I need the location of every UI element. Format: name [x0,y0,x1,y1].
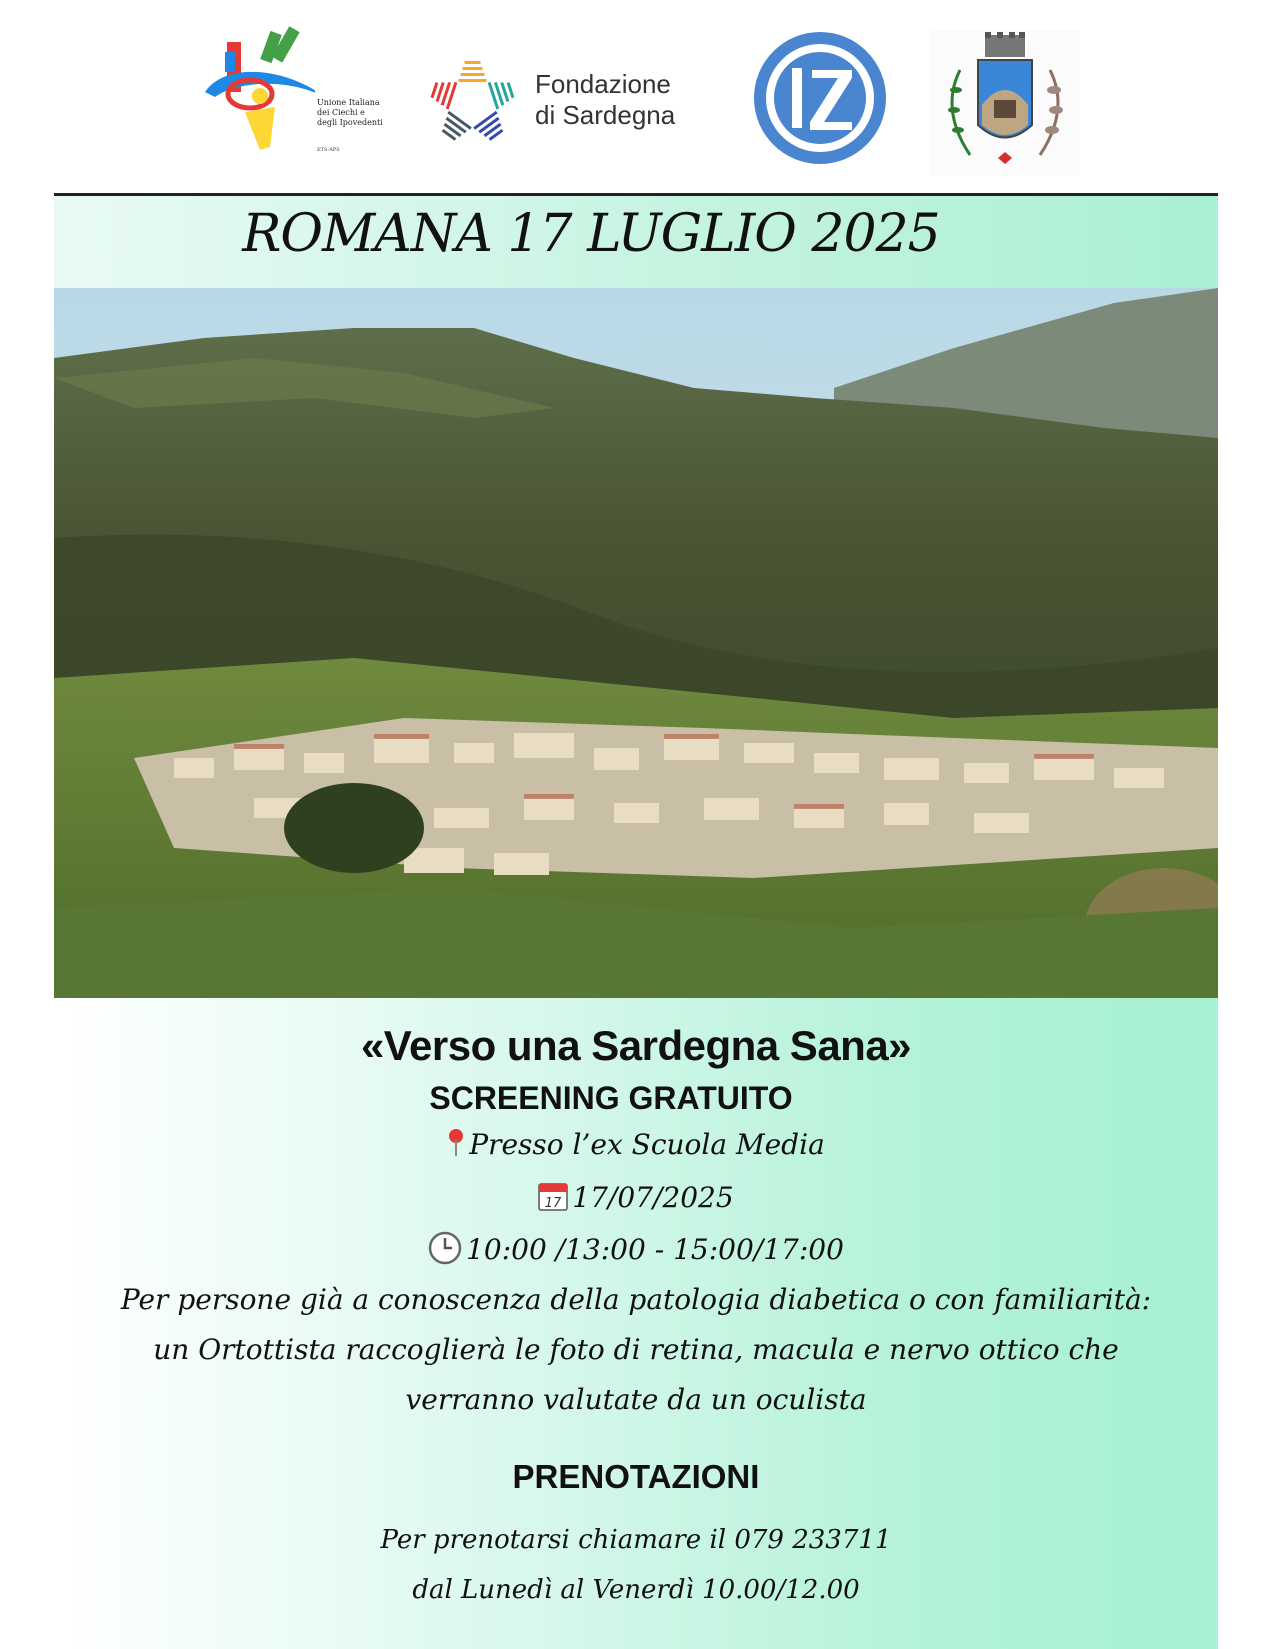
booking-heading: PRENOTAZIONI [512,1458,760,1495]
description-line-1: Per persone già a conoscenza della patologia diabetica o con familiarità: [120,1283,1152,1316]
page-title: ROMANA 17 LUGLIO 2025 [242,204,940,264]
event-info-panel [54,998,1218,1649]
event-location [54,1128,1218,1165]
logo-bar [0,0,1275,190]
date-text: 17/07/2025 [572,1181,734,1214]
description-line-2: un Ortottista raccoglierà le foto di retina, macula e nervo ottico che [153,1333,1119,1366]
fondazione-line-1: Fondazione [535,69,671,99]
uici-emblem-icon [205,22,315,162]
location-text: Presso l’ex Scuola Media [469,1128,825,1161]
clock-icon [428,1231,462,1272]
uici-ets: ETS-APS [317,147,340,153]
fondazione-line-2: di Sardegna [535,100,676,130]
description-line-3: verranno valutate da un oculista [405,1383,867,1416]
uici-name: Unione Italiana dei Ciechi e degli Ipovedenti [317,98,383,127]
comune-crest-logo [930,30,1080,175]
dz-circle-icon [752,30,888,166]
calendar-icon [538,1181,568,1218]
dz-logo [752,30,888,166]
svg-text:17: 17 [545,1196,562,1211]
time-text: 10:00 /13:00 - 15:00/17:00 [466,1233,844,1266]
title-banner [54,196,1218,288]
fondazione-sardegna-logo [425,55,705,150]
fondazione-name [535,69,675,131]
uici-logo [205,22,383,162]
event-name: «Verso una Sardegna Sana» [360,1022,912,1069]
event-date [54,1181,1218,1218]
map-pin-icon [447,1128,465,1165]
event-subtitle: SCREENING GRATUITO [429,1080,793,1116]
village-landscape-photo [54,288,1218,998]
booking-phone: Per prenotarsi chiamare il 079 233711 [380,1525,892,1555]
fondazione-star-icon [425,55,520,150]
booking-hours: dal Lunedì al Venerdì 10.00/12.00 [412,1575,860,1605]
event-time [54,1231,1218,1272]
crest-icon [930,30,1080,175]
